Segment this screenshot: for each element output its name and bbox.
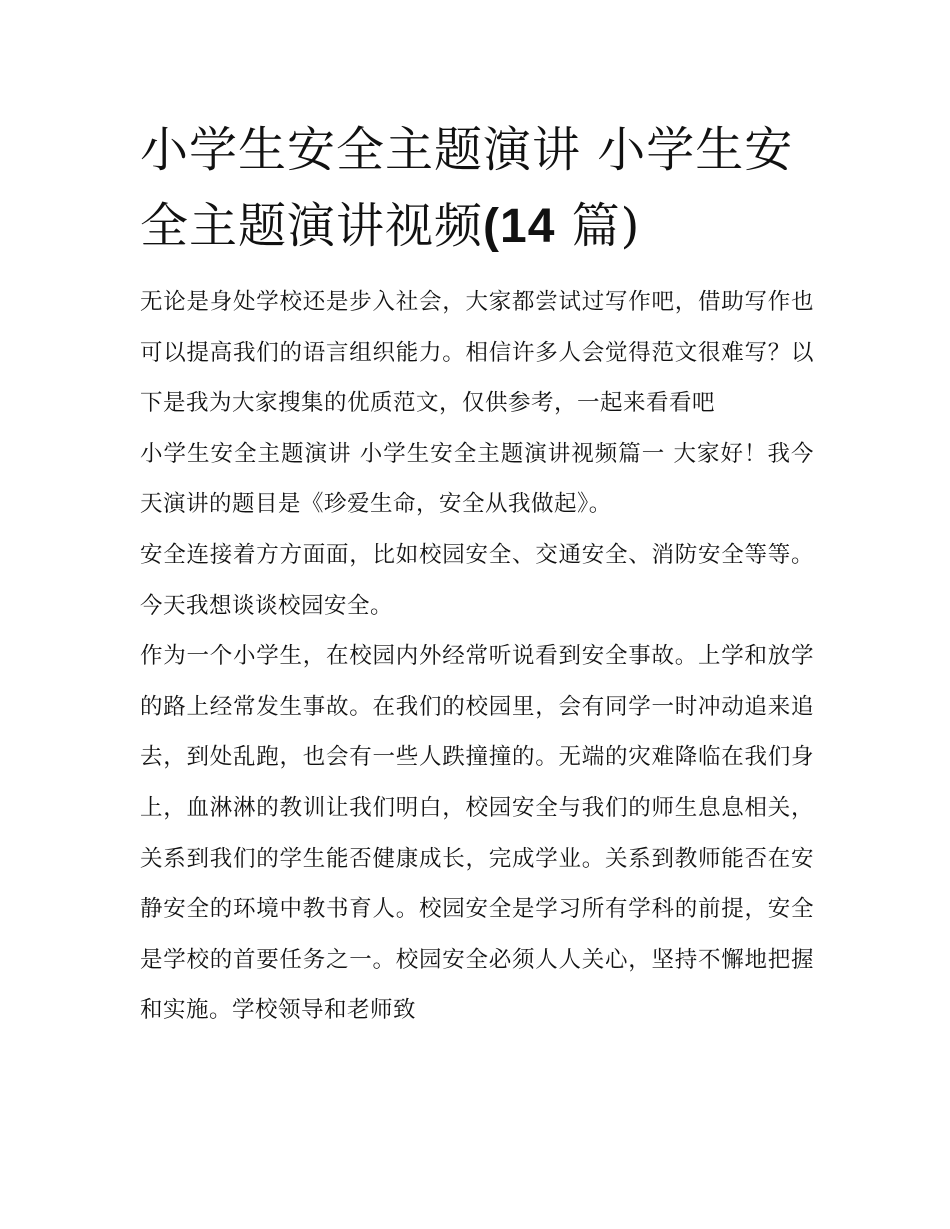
title-main-text: 小学生安全主题演讲 小学生安全主题演讲视频 (140, 122, 794, 254)
document-title (140, 112, 814, 265)
document-content (140, 112, 814, 1036)
document-body (140, 277, 814, 1036)
title-count: 14 (500, 200, 556, 253)
title-suffix: 篇) (555, 198, 641, 254)
safety-aspects-paragraph: 安全连接着方方面面，比如校园安全、交通安全、消防安全等等。 今天我想谈谈校园安全。 (140, 541, 814, 619)
speech-opening-paragraph: 小学生安全主题演讲 小学生安全主题演讲视频篇一 大家好！我今天演讲的题目是《珍爱生命，安全从我做起》。 (140, 440, 814, 518)
intro-paragraph: 无论是身处学校还是步入社会，大家都尝试过写作吧，借助写作也可以提高我们的语言组织能力。相信许多人会觉得范文很难写？以下是我为大家搜集的优质范文，仅供参考，一起来看看吧 (140, 289, 814, 417)
campus-safety-paragraph: 作为一个小学生，在校园内外经常听说看到安全事故。上学和放学的路上经常发生事故。在我们的校园里，会有同学一时冲动追来追去，到处乱跑，也会有一些人跌撞撞的。无端的灾难降临在我们身上，血淋淋的教训让我们明白，校园安全与我们的师生息息相关，关系到我们的学生能否健康成长，完成学业。关系到教师能否在安静安全的环境中教书育人。校园安全是学习所有学科的前提，安全是学校的首要任务之一。校园安全必须人人关心，坚持不懈地把握和实施。学校领导和老师致 (140, 643, 814, 1024)
title-open-paren: ( (483, 200, 500, 253)
